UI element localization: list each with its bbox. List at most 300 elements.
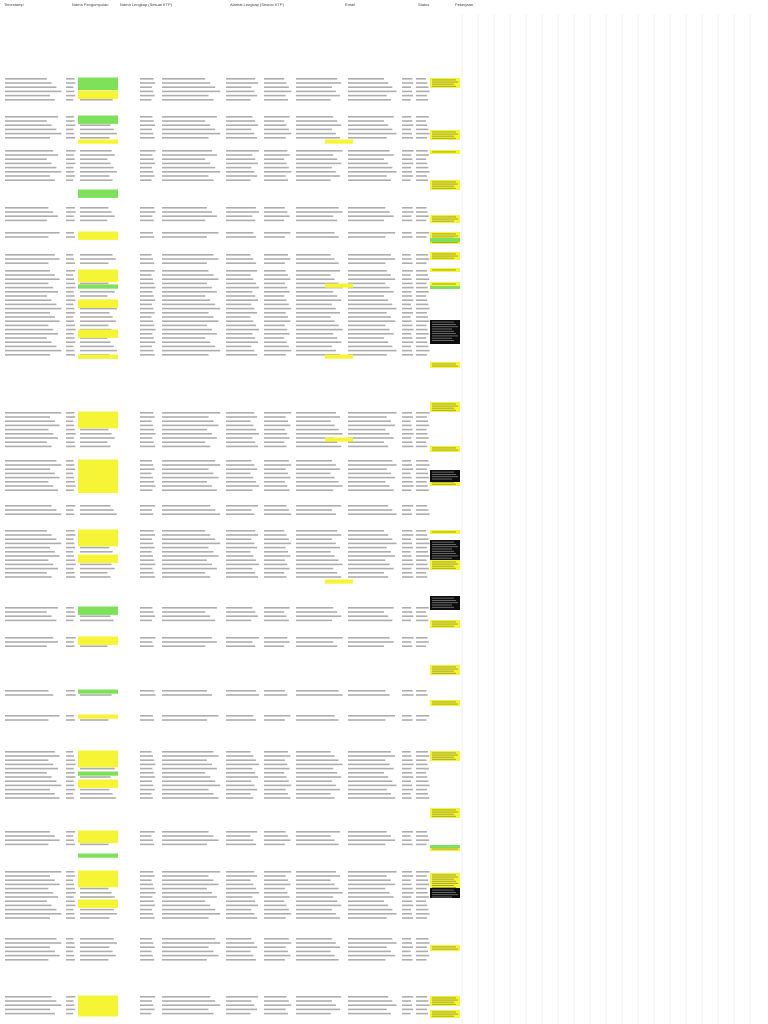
text-row-segment [416,163,427,165]
text-row-segment [226,304,251,306]
text-row-segment [5,207,48,209]
text-row-segment [348,489,394,491]
text-row-segment [348,909,392,911]
note-text-line [432,669,458,670]
text-row-segment [162,283,207,285]
text-row-segment [296,871,336,873]
highlighted-status-cell [325,284,353,288]
text-row-segment [416,888,427,890]
text-row-segment [296,433,343,435]
text-row-segment [226,1004,254,1006]
text-row-segment [348,220,384,222]
text-row-segment [348,509,392,511]
text-row-segment [66,274,73,276]
text-row-segment [296,942,336,944]
text-row-segment [80,892,112,894]
text-row-segment [264,951,288,953]
text-row-segment [264,308,291,310]
text-row-segment [226,607,252,609]
text-row-segment [140,959,154,961]
text-row-segment [296,884,335,886]
text-row-segment [5,959,48,961]
text-row-segment [140,236,154,238]
text-row-segment [162,295,205,297]
text-row-segment [80,768,115,770]
text-row-segment [162,120,205,122]
text-row-segment [66,429,75,431]
text-row-segment [416,124,427,126]
text-row-segment [348,913,397,915]
text-row-segment [416,274,428,276]
text-row-segment [66,789,75,791]
text-row-segment [264,477,290,479]
text-row-segment [162,505,210,507]
text-row-segment [162,551,214,553]
text-row-segment [66,620,74,622]
text-row-segment [66,1013,73,1015]
text-row-segment [66,871,74,873]
text-row-segment [264,489,290,491]
text-row-segment [226,690,256,692]
text-row-segment [264,1000,289,1002]
text-row-segment [80,955,116,957]
black-note-text-line [432,472,454,473]
text-row-segment [416,99,428,101]
text-row-segment [264,86,289,88]
text-row-segment [162,875,209,877]
text-row-segment [5,694,53,696]
text-row-segment [66,460,74,462]
text-row-segment [416,780,428,782]
text-row-segment [264,576,287,578]
text-row-segment [162,437,217,439]
text-row-segment [80,942,117,944]
text-row-segment [264,751,288,753]
text-row-segment [5,91,61,93]
text-row-segment [162,167,215,169]
note-text-line [432,236,458,237]
text-row-segment [140,538,152,540]
text-row-segment [140,333,152,335]
text-row-segment [402,572,412,574]
text-row-segment [296,1013,331,1015]
text-row-segment [5,86,56,88]
text-row-segment [80,207,108,209]
text-row-segment [5,270,50,272]
text-row-segment [5,951,55,953]
text-row-segment [66,551,73,553]
text-row-segment [348,768,394,770]
text-row-segment [296,207,339,209]
text-row-segment [416,437,429,439]
text-row-segment [416,429,427,431]
text-row-segment [348,433,390,435]
text-row-segment [348,341,388,343]
text-row-segment [66,412,74,414]
text-row-segment [402,946,413,948]
text-row-segment [264,996,287,998]
text-row-segment [402,274,411,276]
text-row-segment [66,441,75,443]
text-row-segment [140,291,152,293]
text-row-segment [66,308,74,310]
text-row-segment [226,768,252,770]
text-row-segment [402,124,413,126]
text-row-segment [80,568,115,570]
text-row-segment [5,905,52,907]
text-row-segment [264,82,287,84]
text-row-segment [66,1000,74,1002]
text-row-segment [226,433,259,435]
text-row-segment [66,320,74,322]
text-row-segment [140,946,155,948]
text-row-segment [5,433,53,435]
text-row-segment [348,645,384,647]
text-row-segment [226,917,257,919]
text-row-segment [226,416,257,418]
text-row-segment [296,959,339,961]
text-row-segment [226,559,256,561]
text-row-segment [416,534,427,536]
text-row-segment [140,175,155,177]
text-row-segment [66,278,74,280]
text-row-segment [416,607,429,609]
text-row-segment [66,437,74,439]
text-row-segment [402,900,412,902]
text-row-segment [5,789,50,791]
text-row-segment [5,875,50,877]
text-row-segment [5,320,60,322]
text-row-segment [402,896,411,898]
black-note-text-line [432,605,452,606]
text-row-segment [296,316,331,318]
text-row-segment [402,785,412,787]
text-row-segment [226,262,256,264]
text-row-segment [348,299,388,301]
text-row-segment [140,329,156,331]
text-row-segment [416,129,428,131]
text-row-segment [226,329,259,331]
text-row-segment [264,797,290,799]
text-row-segment [140,547,155,549]
text-row-segment [416,996,427,998]
text-row-segment [264,900,284,902]
text-row-segment [140,254,152,256]
text-row-segment [226,464,254,466]
note-text-line [432,885,454,886]
text-row-segment [264,420,288,422]
text-row-segment [416,481,427,483]
text-row-segment [140,559,154,561]
highlighted-name-cell [78,854,118,858]
text-row-segment [296,547,340,549]
text-row-segment [226,211,259,213]
note-text-line [432,810,456,811]
text-row-segment [5,900,47,902]
text-row-segment [348,425,395,427]
text-row-segment [348,254,391,256]
text-row-segment [348,905,388,907]
text-row-segment [80,776,111,778]
text-row-segment [66,446,75,448]
text-row-segment [226,481,256,483]
text-row-segment [162,607,217,609]
text-row-segment [416,759,427,761]
text-row-segment [402,425,412,427]
black-note-text-line [432,897,452,898]
text-row-segment [226,620,251,622]
note-text-line [432,887,456,888]
text-row-segment [416,120,426,122]
text-row-segment [66,530,75,532]
black-note-text-line [432,553,456,554]
highlighted-name-cell [78,460,118,494]
text-row-segment [264,559,285,561]
text-row-segment [402,137,413,139]
text-row-segment [140,154,152,156]
text-row-segment [348,350,397,352]
text-row-segment [348,534,388,536]
text-row-segment [162,884,219,886]
text-row-segment [80,137,110,139]
text-row-segment [296,831,340,833]
text-row-segment [264,875,286,877]
text-row-segment [66,641,74,643]
text-row-segment [264,547,286,549]
text-row-segment [80,346,114,348]
text-row-segment [264,295,284,297]
text-row-segment [348,543,397,545]
text-row-segment [348,163,388,165]
text-row-segment [140,350,153,352]
text-row-segment [226,780,251,782]
text-row-segment [5,446,52,448]
text-row-segment [296,938,332,940]
text-row-segment [140,489,152,491]
text-row-segment [66,215,74,217]
text-row-segment [162,543,220,545]
note-text-line [432,562,456,563]
text-row-segment [226,171,254,173]
text-row-segment [296,835,331,837]
text-row-segment [296,785,336,787]
text-row-segment [402,844,413,846]
text-row-segment [226,308,254,310]
text-row-segment [348,258,395,260]
text-row-segment [402,91,412,93]
text-row-segment [66,559,75,561]
text-row-segment [348,955,395,957]
text-row-segment [140,641,152,643]
text-row-segment [80,350,117,352]
text-row-segment [162,559,207,561]
text-row-segment [226,283,256,285]
text-row-segment [416,955,429,957]
text-row-segment [348,278,395,280]
text-row-segment [162,175,209,177]
header-cell: Status [418,2,430,7]
text-row-segment [348,150,390,152]
highlighted-name-cell [78,831,118,844]
text-row-segment [264,694,287,696]
text-row-segment [226,175,257,177]
black-note-text-line [432,333,456,334]
text-row-segment [5,477,60,479]
text-row-segment [264,215,290,217]
text-row-segment [296,776,341,778]
text-row-segment [66,879,73,881]
highlighted-name-cell [78,300,118,308]
text-row-segment [348,715,395,717]
text-row-segment [348,892,390,894]
text-row-segment [140,95,155,97]
text-row-segment [162,207,207,209]
text-row-segment [80,446,111,448]
text-row-segment [66,572,75,574]
text-row-segment [416,751,428,753]
note-text-line [432,1004,456,1005]
text-row-segment [162,951,214,953]
text-row-segment [162,555,219,557]
text-row-segment [348,464,397,466]
text-row-segment [416,951,428,953]
highlighted-name-cell [78,607,118,615]
text-row-segment [416,179,428,181]
header-cell: Pekerjaan [455,2,474,7]
text-row-segment [348,896,394,898]
text-row-segment [66,325,75,327]
text-row-segment [402,959,413,961]
text-row-segment [5,896,58,898]
header-cell: Nama Pengumpulan [72,2,109,7]
text-row-segment [264,879,288,881]
note-text-line [432,877,458,878]
text-row-segment [66,755,74,757]
text-row-segment [5,909,56,911]
text-row-segment [5,99,55,101]
text-row-segment [5,884,60,886]
text-row-segment [348,175,387,177]
text-row-segment [162,258,219,260]
text-row-segment [140,694,156,696]
text-row-segment [66,715,74,717]
text-row-segment [66,316,73,318]
text-row-segment [5,938,56,940]
text-row-segment [5,780,56,782]
text-row-segment [226,892,259,894]
text-row-segment [264,99,288,101]
text-row-segment [348,951,391,953]
text-row-segment [162,78,205,80]
text-row-segment [296,171,336,173]
text-row-segment [402,538,411,540]
text-row-segment [162,150,212,152]
text-row-segment [348,133,397,135]
text-row-segment [140,320,153,322]
highlighted-name-cell [78,330,118,338]
text-row-segment [5,946,50,948]
text-row-segment [296,291,333,293]
text-row-segment [296,513,336,515]
text-row-segment [296,888,339,890]
highlighted-name-cell [78,232,118,240]
text-row-segment [416,341,427,343]
text-row-segment [162,95,209,97]
text-row-segment [402,871,412,873]
text-row-segment [402,835,411,837]
text-row-segment [66,425,74,427]
text-row-segment [162,220,205,222]
note-cell [430,845,460,848]
text-row-segment [348,429,385,431]
text-row-segment [226,946,257,948]
text-row-segment [5,412,61,414]
note-cell [430,945,460,951]
text-row-segment [416,551,428,553]
text-row-segment [80,793,113,795]
text-row-segment [226,82,258,84]
text-row-segment [5,547,50,549]
text-row-segment [226,116,252,118]
text-row-segment [264,645,284,647]
black-note-text-line [432,602,458,603]
black-note-text-line [432,890,454,891]
text-row-segment [5,776,52,778]
text-row-segment [296,913,336,915]
text-row-segment [66,86,74,88]
text-row-segment [264,337,284,339]
text-row-segment [296,91,336,93]
text-row-segment [402,1000,411,1002]
text-row-segment [5,179,55,181]
text-row-segment [296,900,337,902]
text-row-segment [80,171,117,173]
text-row-segment [296,99,331,101]
text-row-segment [5,831,50,833]
text-row-segment [348,785,397,787]
text-row-segment [348,793,391,795]
text-row-segment [140,485,156,487]
text-row-segment [66,946,75,948]
text-row-segment [264,551,288,553]
text-row-segment [416,942,430,944]
text-row-segment [226,78,255,80]
text-row-segment [140,789,155,791]
text-row-segment [162,460,215,462]
text-row-segment [140,325,154,327]
text-row-segment [416,207,427,209]
text-row-segment [348,547,387,549]
text-row-segment [140,551,152,553]
text-row-segment [5,254,55,256]
text-row-segment [416,420,428,422]
text-row-segment [416,896,429,898]
text-row-segment [296,955,335,957]
text-row-segment [5,719,48,721]
text-row-segment [5,354,50,356]
text-row-segment [162,163,210,165]
text-row-segment [140,917,155,919]
text-row-segment [140,909,152,911]
text-row-segment [5,346,56,348]
text-row-segment [162,764,212,766]
text-row-segment [226,719,256,721]
text-row-segment [264,946,286,948]
text-row-segment [5,485,53,487]
text-row-segment [140,875,155,877]
text-row-segment [264,755,290,757]
text-row-segment [226,350,254,352]
